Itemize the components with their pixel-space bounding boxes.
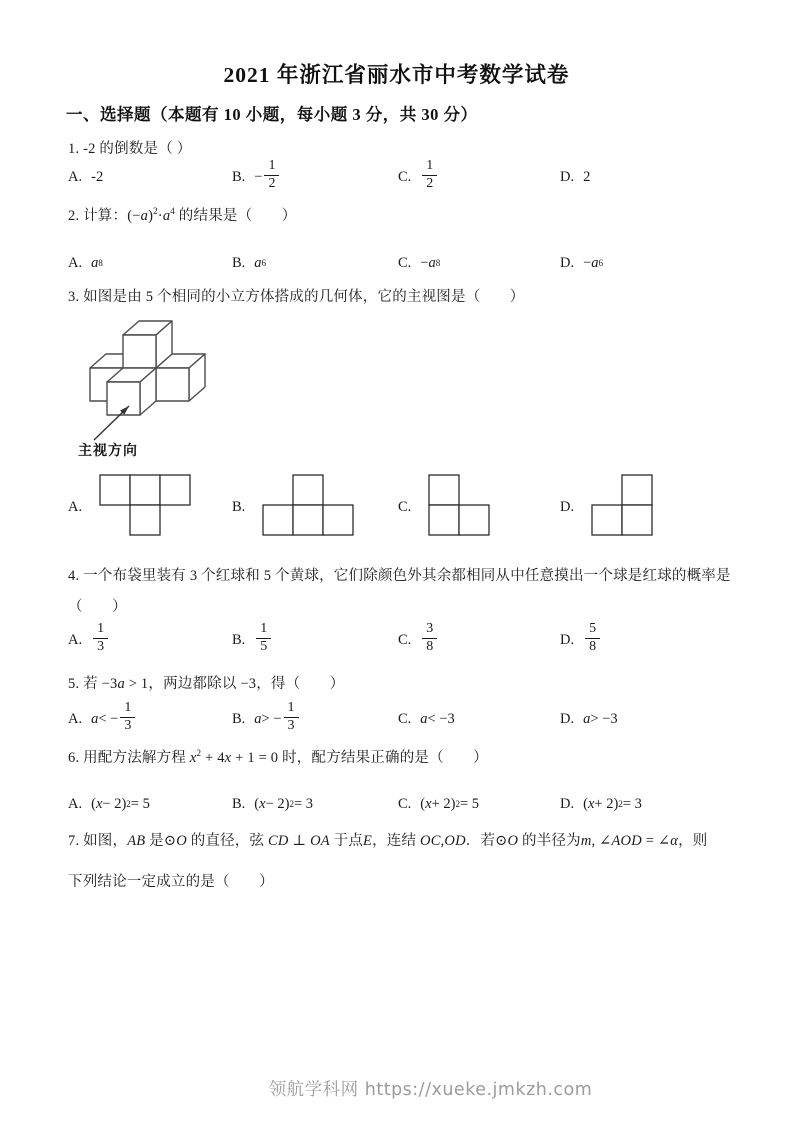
option-value: a > −3	[583, 710, 618, 727]
option-label: A.	[68, 631, 83, 648]
option-label: B.	[232, 254, 246, 271]
option-value: $\frac{5}{8}$	[583, 623, 602, 658]
option-value: -2	[91, 168, 104, 185]
q1-option-b	[232, 154, 281, 200]
q3-option-d	[560, 470, 653, 544]
option-label: C.	[398, 710, 412, 727]
question-2-options	[0, 246, 793, 280]
option-value: − a 6	[583, 254, 604, 271]
option-value: a > − $\frac{1}{3}$	[254, 702, 300, 737]
q4-option-d	[560, 614, 602, 666]
option-label: C.	[398, 168, 412, 185]
option-label: A.	[68, 710, 83, 727]
view-direction-label: 主视方向	[78, 442, 138, 458]
option-value: $\frac{1}{3}$	[91, 623, 110, 658]
question-3-stem: 3. 如图是由 5 个相同的小立方体搭成的几何体，它的主视图是（ ）	[68, 289, 525, 305]
option-label: B.	[232, 631, 246, 648]
q1-option-a	[68, 154, 103, 200]
shape-figure	[262, 474, 354, 541]
q1-option-c	[398, 154, 439, 200]
option-value: a < − $\frac{1}{3}$	[91, 702, 137, 737]
question-3-options	[0, 470, 793, 544]
q5-option-b	[232, 694, 301, 744]
question-5-stem: 5. 若 −3a > 1，两边都除以 −3，得（ ）	[68, 676, 345, 692]
q5-option-d	[560, 694, 618, 744]
option-label: B.	[232, 168, 246, 185]
question-7-stem-line2: 下列结论一定成立的是（ ）	[68, 874, 274, 890]
option-label: B.	[232, 710, 246, 727]
question-6-options	[0, 787, 793, 821]
option-label: A.	[68, 498, 83, 515]
q6-option-d	[560, 787, 642, 821]
question-6-stem: 6. 用配方法解方程 $x^2 + 4x + 1 = 0$ 时，配方结果正确的是（ ）	[68, 748, 488, 766]
question-1-stem: 1. -2 的倒数是（ ）	[68, 141, 192, 157]
question-7-stem-line1: 7. 如图，AB 是⊙O 的直径，弦 CD ⊥ OA 于点E，连结 OC,OD．若⊙O 的半径为m, ∠AOD = ∠α，则	[68, 833, 708, 849]
footer-watermark: 领航学科网 https://xueke.jmkzh.com	[268, 1080, 593, 1100]
option-label: B.	[232, 498, 246, 515]
shape-figure	[591, 474, 653, 541]
q6-option-c	[398, 787, 479, 821]
option-value: − $\frac{1}{2}$	[254, 160, 281, 195]
q4-option-c	[398, 614, 439, 666]
option-label: D.	[560, 631, 575, 648]
question-4-options	[0, 614, 793, 666]
question-2-stem: 2. 计算：$(-a)^2\cdot a^4$ 的结果是（ ）	[68, 206, 297, 224]
q2-option-d	[560, 246, 603, 280]
page-title: 2021 年浙江省丽水市中考数学试卷	[223, 63, 570, 87]
q2-option-a	[68, 246, 103, 280]
q1-option-d	[560, 154, 590, 200]
option-value: a 6	[254, 254, 267, 271]
option-label: D.	[560, 168, 575, 185]
option-label: A.	[68, 254, 83, 271]
option-value: $\frac{1}{2}$	[420, 160, 439, 195]
option-label: D.	[560, 795, 575, 812]
option-label: C.	[398, 498, 412, 515]
q2-option-b	[232, 246, 266, 280]
option-label: D.	[560, 710, 575, 727]
q6-option-b	[232, 787, 313, 821]
option-value: a 8	[91, 254, 103, 271]
option-value: − a 8	[420, 254, 441, 271]
q4-option-b	[232, 614, 273, 666]
q3-option-a	[68, 470, 191, 544]
option-value: ( x − 2) 2 = 5	[91, 795, 150, 812]
option-value: ( x + 2) 2 = 3	[583, 795, 642, 812]
option-value: $\frac{3}{8}$	[420, 623, 439, 658]
option-label: C.	[398, 254, 412, 271]
q3-option-c	[398, 470, 490, 544]
option-label: D.	[560, 254, 575, 271]
option-label: A.	[68, 168, 83, 185]
option-label: B.	[232, 795, 246, 812]
question-4-stem-line1: 4. 一个布袋里装有 3 个红球和 5 个黄球，它们除颜色外其余都相同从中任意摸出一个球是红球的概率是	[68, 568, 731, 584]
shape-figure	[99, 474, 191, 541]
shape-figure	[428, 474, 490, 541]
question-5-options	[0, 694, 793, 744]
section-heading: 一、选择题（本题有 10 小题，每小题 3 分，共 30 分）	[66, 105, 478, 124]
option-value: ( x + 2) 2 = 5	[420, 795, 480, 812]
question-1-options	[0, 154, 793, 200]
option-value: $\frac{1}{5}$	[254, 623, 273, 658]
option-value: ( x − 2) 2 = 3	[254, 795, 314, 812]
q5-option-a	[68, 694, 137, 744]
option-value: 2	[583, 168, 591, 185]
q5-option-c	[398, 694, 455, 744]
option-label: D.	[560, 498, 575, 515]
option-label: C.	[398, 795, 412, 812]
q3-option-b	[232, 470, 354, 544]
option-label: C.	[398, 631, 412, 648]
option-label: A.	[68, 795, 83, 812]
question-4-stem-line2: （ ）	[68, 599, 127, 615]
q3-cube-figure	[72, 320, 242, 470]
option-value: a < −3	[420, 710, 455, 727]
q4-option-a	[68, 614, 110, 666]
q2-option-c	[398, 246, 440, 280]
q6-option-a	[68, 787, 150, 821]
